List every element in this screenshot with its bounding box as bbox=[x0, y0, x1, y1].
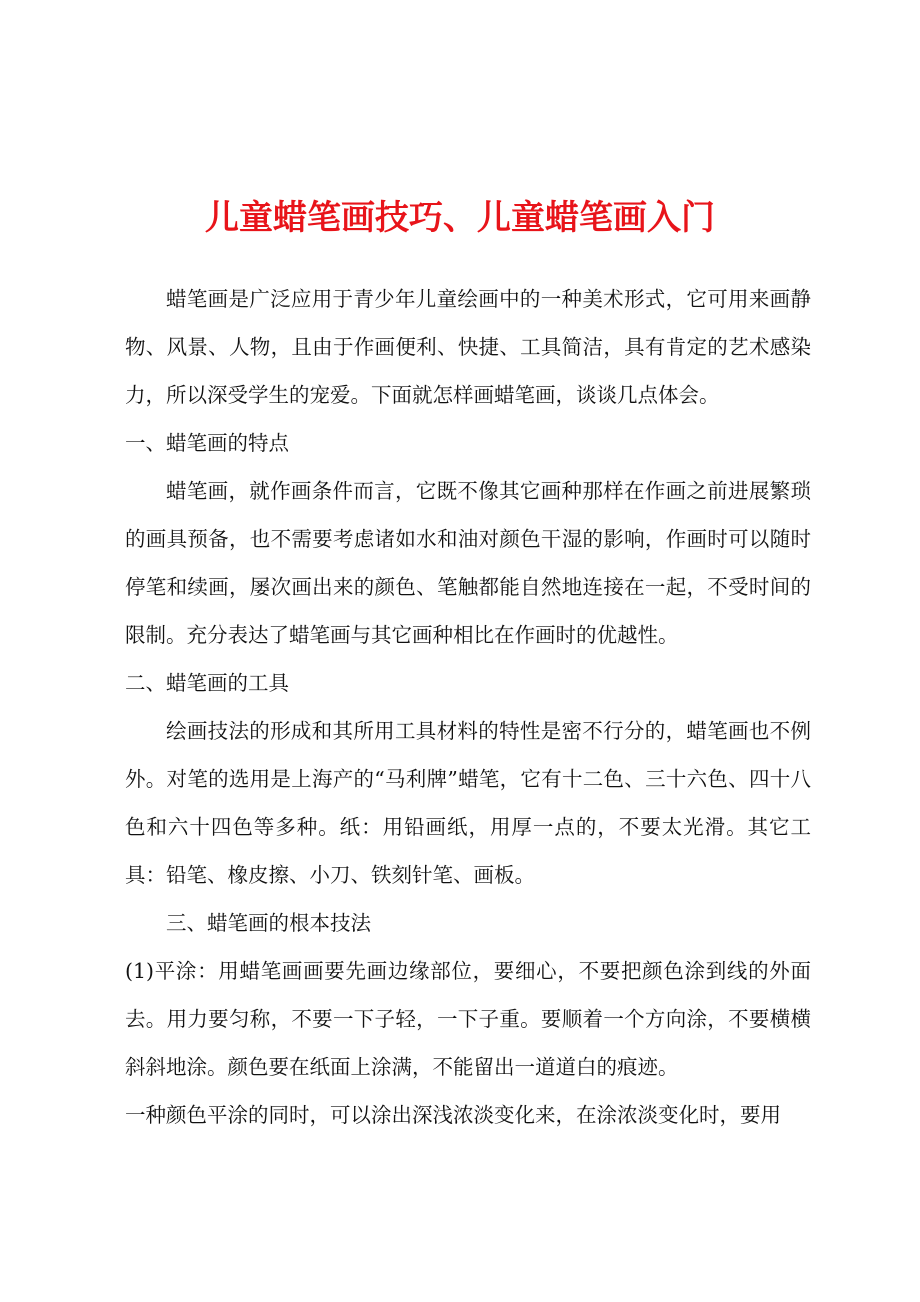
section-heading-tools: 二、蜡笔画的工具 bbox=[125, 671, 289, 695]
tools-paragraph: 绘画技法的形成和其所用工具材料的特性是密不行分的，蜡笔画也不例外。对笔的选用是上海产的“马利牌”蜡笔，它有十二色、三十六色、四十八色和六十四色等多种。纸：用铅画纸，用厚一点的，不要太光滑。其它工具：铅笔、橡皮擦、小刀、铁刻针笔、画板。 bbox=[125, 719, 811, 887]
features-paragraph: 蜡笔画，就作画条件而言，它既不像其它画种那样在作画之前进展繁琐的画具预备，也不需要考虑诸如水和油对颜色干湿的影响，作画时可以随时停笔和续画，屡次画出来的颜色、笔触都能自然地连接在一起，不受时间的限制。充分表达了蜡笔画与其它画种相比在作画时的优越性。 bbox=[125, 479, 811, 647]
page-title: 儿童蜡笔画技巧、儿童蜡笔画入门 bbox=[205, 198, 715, 238]
flat-coating-paragraph: (1)平涂：用蜡笔画画要先画边缘部位，要细心，不要把颜色涂到线的外面去。用力要匀称，不要一下子轻，一下子重。要顺着一个方向涂，不要横横斜斜地涂。颜色要在纸面上涂满，不能留出一道道白的痕迹。 bbox=[125, 959, 811, 1079]
document-body bbox=[125, 275, 811, 1139]
intro-paragraph: 蜡笔画是广泛应用于青少年儿童绘画中的一种美术形式，它可用来画静物、风景、人物，且由于作画便利、快捷、工具简洁，具有肯定的艺术感染力，所以深受学生的宠爱。下面就怎样画蜡笔画，谈谈几点体会。 bbox=[125, 287, 811, 407]
section-heading-techniques: 三、蜡笔画的根本技法 bbox=[166, 911, 371, 935]
gradient-paragraph: 一种颜色平涂的同时，可以涂出深浅浓淡变化来，在涂浓淡变化时，要用 bbox=[125, 1103, 781, 1127]
section-heading-features: 一、蜡笔画的特点 bbox=[125, 431, 289, 455]
